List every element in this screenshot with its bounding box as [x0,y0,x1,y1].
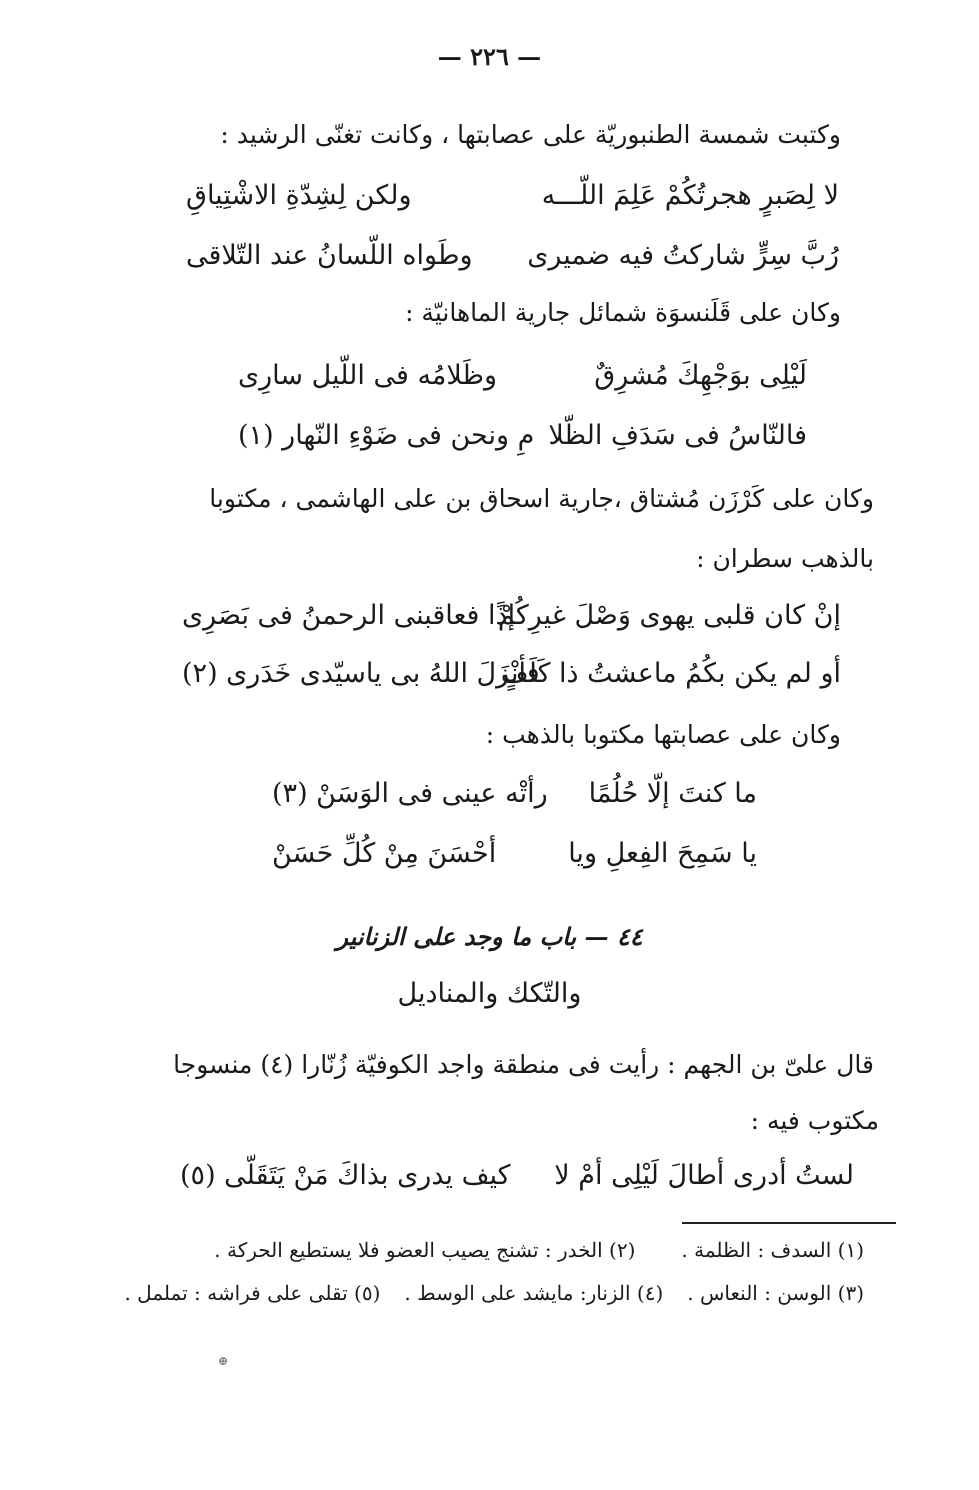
verse-6-first: أو لم يكن بكُمُ ماعشتُ ذا كَلَفٍ [500,658,841,689]
verse-5-first: إنْ كان قلبى يهوى وَصْلَ غيرِكُمْ [497,600,841,631]
verse-4-first: فالنّاسُ فى سَدَفِ الظّلا [548,420,807,451]
intro-line-isaba: وكان على عصابتها مكتوبا بالذهب : [485,720,841,749]
verse-4-second: مِ ونحن فى ضَوْءِ النّهار (١) [238,420,535,451]
verse-5-second: إذًا فعاقبنى الرحمنُ فى بَصَرِى [182,600,516,631]
footnotes-row-2 [124,1281,864,1305]
footnote-5: (٥) تقلى على فراشه : تململ . [124,1281,381,1305]
footnotes-row-1 [214,1238,864,1262]
verse-3-first: لَيْلِى بوَجْهِكَ مُشرِقٌ [594,360,807,391]
footnote-2: (٢) الخدر : تشنج يصيب العضو فلا يستطيع الحركة . [214,1238,636,1262]
verse-1-first: لا لِصَبرٍ هجرتُكُمْ عَلِمَ اللّـــه [541,180,839,211]
verse-3-second: وظَلامُه فى اللّيل سارِى [238,360,498,391]
section-subheading: والتّكك والمناديل [397,978,582,1009]
intro-line-shamsa: وكتبت شمسة الطنبوريّة على عصابتها ، وكانت تغنّى الرشيد : [220,120,841,149]
verse-9-first: لستُ أدرى أطالَ لَيْلِى أمْ لا [554,1160,854,1191]
intro-line-mushtaq: وكان على كَرْزَن مُشتاق ،جارية اسحاق بن على الهاشمى ، مكتوبا [209,484,874,513]
page-number: — ٢٢٦ — [437,42,542,71]
footnote-1: (١) السدف : الظلمة . [681,1238,864,1262]
footnote-4: (٤) الزنار: مايشد على الوسط . [404,1281,664,1305]
verse-8-second: أحْسَنَ مِنْ كُلِّ حَسَنْ [272,838,497,869]
verse-2-second: وطَواه اللّسانُ عند التّلاقى [186,240,473,271]
verse-7-first: ما كنتَ إلّا حُلُمًا [588,778,757,809]
intro-line-shamail: وكان على قَلَنسوَة شمائل جارية الماهانيّة : [405,298,841,327]
intro-line-ibn-jahm: قال علىّ بن الجهم : رأيت فى منطقة واجد الكوفيّة زُنّارا (٤) منسوجا [173,1050,874,1079]
verse-7-second: رأتْه عينى فى الوَسَنْ (٣) [272,778,548,809]
verse-1-second: ولكن لِشِدّةِ الاشْتِياقِ [186,180,412,211]
footnote-rule [682,1222,896,1224]
section-heading: ٤٤ — باب ما وجد على الزنانير [336,922,643,951]
footnote-3: (٣) الوسن : النعاس . [687,1281,864,1305]
verse-6-second: فأنْزَلَ اللهُ بى ياسيّدى خَدَرى (٢) [182,658,540,689]
verse-8-first: يا سَمِحَ الفِعلِ ويا [568,838,757,869]
verse-2-first: رُبَّ سِرٍّ شاركتُ فيه ضميرى [527,240,839,271]
verse-9-second: كيف يدرى بذاكَ مَنْ يَتَقَلّى (٥) [180,1160,511,1191]
page-mark: ⊕ [218,1354,229,1368]
intro-line-ibn-jahm-cont: مكتوب فيه : [750,1106,879,1135]
intro-line-mushtaq-cont: بالذهب سطران : [696,544,874,573]
